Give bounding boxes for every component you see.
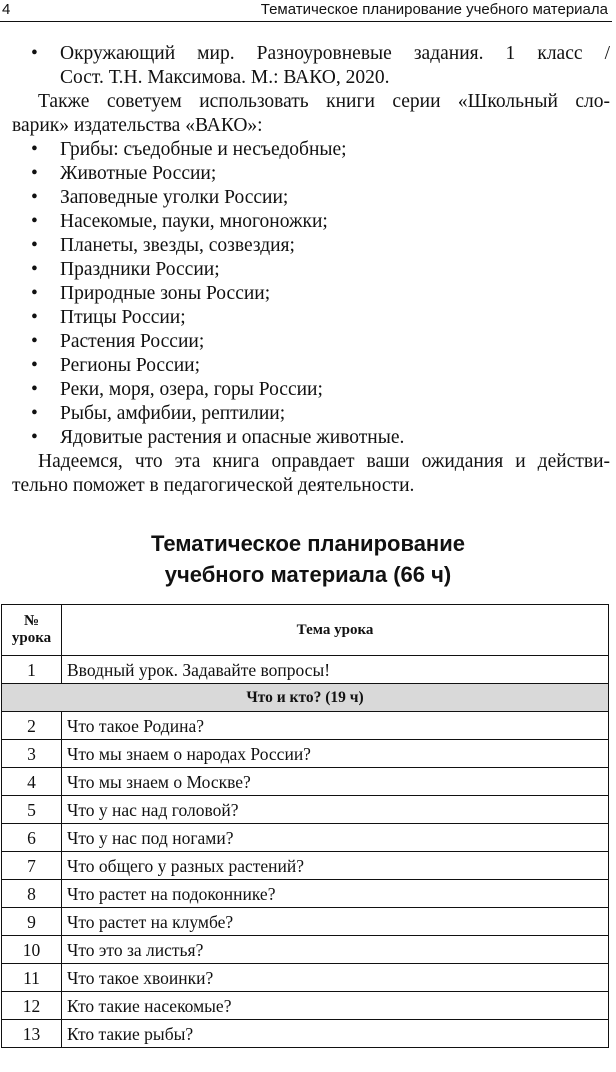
book-title: Птицы России; [60,307,186,328]
section-title [0,528,616,590]
book-title: Животные России; [60,163,217,184]
table-row [2,992,609,1020]
page-number: 4 [2,1,11,18]
list-item [12,306,610,330]
lesson-topic: Что у нас под ногами? [62,824,609,852]
running-title: Тематическое планирование учебного материала [260,1,608,18]
list-item [12,354,610,378]
table-section-row [2,684,609,712]
reference-item [12,42,610,90]
table-row [2,936,609,964]
recommend-line-1: Также советуем использовать книги серии «Школьный сло- [38,91,610,112]
bullet-icon: • [31,355,38,376]
list-item [12,402,610,426]
lesson-number: 13 [2,1020,62,1048]
table-row [2,964,609,992]
bullet-icon: • [31,187,38,208]
lesson-number: 6 [2,824,62,852]
bullet-icon: • [31,235,38,256]
lesson-number: 11 [2,964,62,992]
closing-line-1: Надеемся, что эта книга оправдает ваши ожидания и действи- [38,451,610,472]
column-header-topic: Тема урока [62,605,609,656]
column-header-number-label: урока [11,630,52,646]
lesson-topic: Что у нас над головой? [62,796,609,824]
list-item [12,378,610,402]
table-row [2,852,609,880]
book-title: Насекомые, пауки, многоножки; [60,211,328,232]
lesson-number: 5 [2,796,62,824]
book-title: Ядовитые растения и опасные животные. [60,427,405,448]
lesson-topic: Что такое хвоинки? [62,964,609,992]
table-header-row [2,605,609,656]
book-title: Заповедные уголки России; [60,187,289,208]
lesson-topic: Кто такие насекомые? [62,992,609,1020]
lesson-number: 7 [2,852,62,880]
list-item [12,330,610,354]
lesson-number: 2 [2,712,62,740]
intro-text [12,42,610,498]
page-header [0,0,612,22]
book-title: Праздники России; [60,259,220,280]
lesson-number: 4 [2,768,62,796]
lesson-number: 12 [2,992,62,1020]
closing-line-2: тельно поможет в педагогической деятельности. [12,475,415,496]
bullet-icon: • [31,163,38,184]
table-row [2,796,609,824]
bullet-icon: • [31,379,38,400]
table-row [2,740,609,768]
bullet-icon: • [31,331,38,352]
list-item [12,258,610,282]
lesson-topic: Что растет на подоконнике? [62,880,609,908]
table-row [2,1020,609,1048]
bullet-icon: • [31,427,38,448]
bullet-icon: • [31,307,38,328]
list-item [12,138,610,162]
table-row [2,880,609,908]
book-title: Рыбы, амфибии, рептилии; [60,403,286,424]
table-row [2,824,609,852]
book-title: Грибы: съедобные и несъедобные; [60,139,347,160]
book-title: Планеты, звезды, созвездия; [60,235,295,256]
reference-line-1: Окружающий мир. Разноуровневые задания. 1 класс / [60,43,610,64]
table-row [2,656,609,684]
list-item [12,186,610,210]
lesson-number: 10 [2,936,62,964]
list-item [12,234,610,258]
lesson-topic: Что растет на клумбе? [62,908,609,936]
book-title: Растения России; [60,331,205,352]
book-title: Природные зоны России; [60,283,271,304]
bullet-icon: • [31,283,38,304]
book-list [12,138,610,450]
list-item [12,282,610,306]
table-row [2,712,609,740]
bullet-icon: • [31,211,38,232]
column-header-number-symbol: № [23,613,40,629]
lesson-number: 1 [2,656,62,684]
section-title-line-2: учебного материала (66 ч) [164,562,452,587]
lesson-topic: Что такое Родина? [62,712,609,740]
book-title: Регионы России; [60,355,201,376]
lesson-topic: Что мы знаем о народах России? [62,740,609,768]
bullet-icon: • [31,403,38,424]
lesson-topic: Что мы знаем о Москве? [62,768,609,796]
reference-line-2: Сост. Т.Н. Максимова. М.: ВАКО, 2020. [60,67,390,88]
lesson-number: 8 [2,880,62,908]
lesson-topic: Кто такие рыбы? [62,1020,609,1048]
bullet-icon: • [31,139,38,160]
book-title: Реки, моря, озера, горы России; [60,379,323,400]
bullet-icon: • [31,43,38,64]
lesson-number: 3 [2,740,62,768]
bullet-icon: • [31,259,38,280]
lesson-topic: Что общего у разных растений? [62,852,609,880]
list-item [12,210,610,234]
section-title-line-1: Тематическое планирование [151,531,465,556]
lesson-plan-table [1,604,609,1048]
lesson-topic: Что это за листья? [62,936,609,964]
recommend-line-2: варик» издательства «ВАКО»: [12,115,263,136]
table-section-title: Что и кто? (19 ч) [2,684,609,712]
table-row [2,768,609,796]
table-row [2,908,609,936]
list-item [12,162,610,186]
column-header-number [2,605,62,656]
list-item [12,426,610,450]
lesson-number: 9 [2,908,62,936]
lesson-topic: Вводный урок. Задавайте вопросы! [62,656,609,684]
